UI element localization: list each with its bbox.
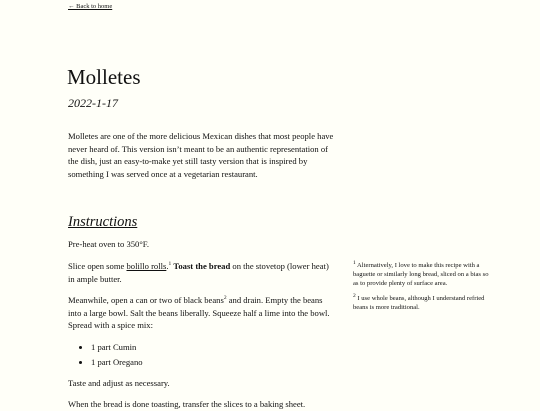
sidenote-text: Alternatively, I love to make this recipe with a baguette or similarly long bread, sliced on a bias so as to provide plenty of surface area. [353,262,489,288]
footnote-ref-1[interactable]: 1 [168,261,172,268]
step-taste [68,377,334,390]
back-to-home-link[interactable]: ← Back to home [68,3,113,10]
page-title: Molletes [67,65,141,89]
sidenote-number: 2 [353,292,356,299]
step-beans-before: Meanwhile, open a can or two of black beans [68,295,224,305]
sidenote-text: I use whole beans, although I understand refried beans is more traditional. [353,295,485,312]
step-preheat [68,238,334,251]
intro-text: Molletes are one of the more delicious Mexican dishes that most people have never heard of. This version isn’t meant to be an authentic representation of the dish, just an easy-to-make yet still tasty version that is inspired by something I was served once at a vegetarian restaurant. [68,131,334,179]
step-slice-before: Slice open some [68,261,127,271]
sidenote-number: 1 [353,259,356,266]
step-slice-bread: Slice open some bolillo rolls.$^1$ Toast the bread on the stovetop (lower heat) in ample butter. [68,261,329,284]
instructions-heading [68,213,137,231]
spice-list [80,341,143,370]
toast-bread-bold: Toast the bread [173,261,231,271]
list-item: • 1 part Oregano [91,356,143,369]
step-beans [68,294,334,332]
step-transfer [68,398,334,411]
instructions-heading-text: Instructions [68,214,138,230]
sidenote-2 [353,294,489,312]
step-transfer-text: When the bread is done toasting, transfer the slices to a baking sheet. [68,399,306,409]
footnote-ref-2[interactable]: 2 [223,295,227,302]
intro-paragraph [68,130,334,180]
step-beans-after: and drain. Empty the beans into a large bowl. Salt the beans liberally. Squeeze half a lime into the bowl. Spread with a spice mix: [68,295,330,331]
step-slice-after: on the stovetop (lower heat) in ample butter. [68,261,329,284]
bolillo-rolls-link[interactable]: bolillo rolls [126,261,167,271]
sidenote-1 [353,261,489,289]
post-date: 2022-1-17 [68,96,118,110]
step-taste-text: Taste and adjust as necessary. [68,378,170,388]
list-item: • 1 part Cumin [91,341,143,354]
step-preheat-text: Pre-heat oven to 350°F. [68,239,150,249]
